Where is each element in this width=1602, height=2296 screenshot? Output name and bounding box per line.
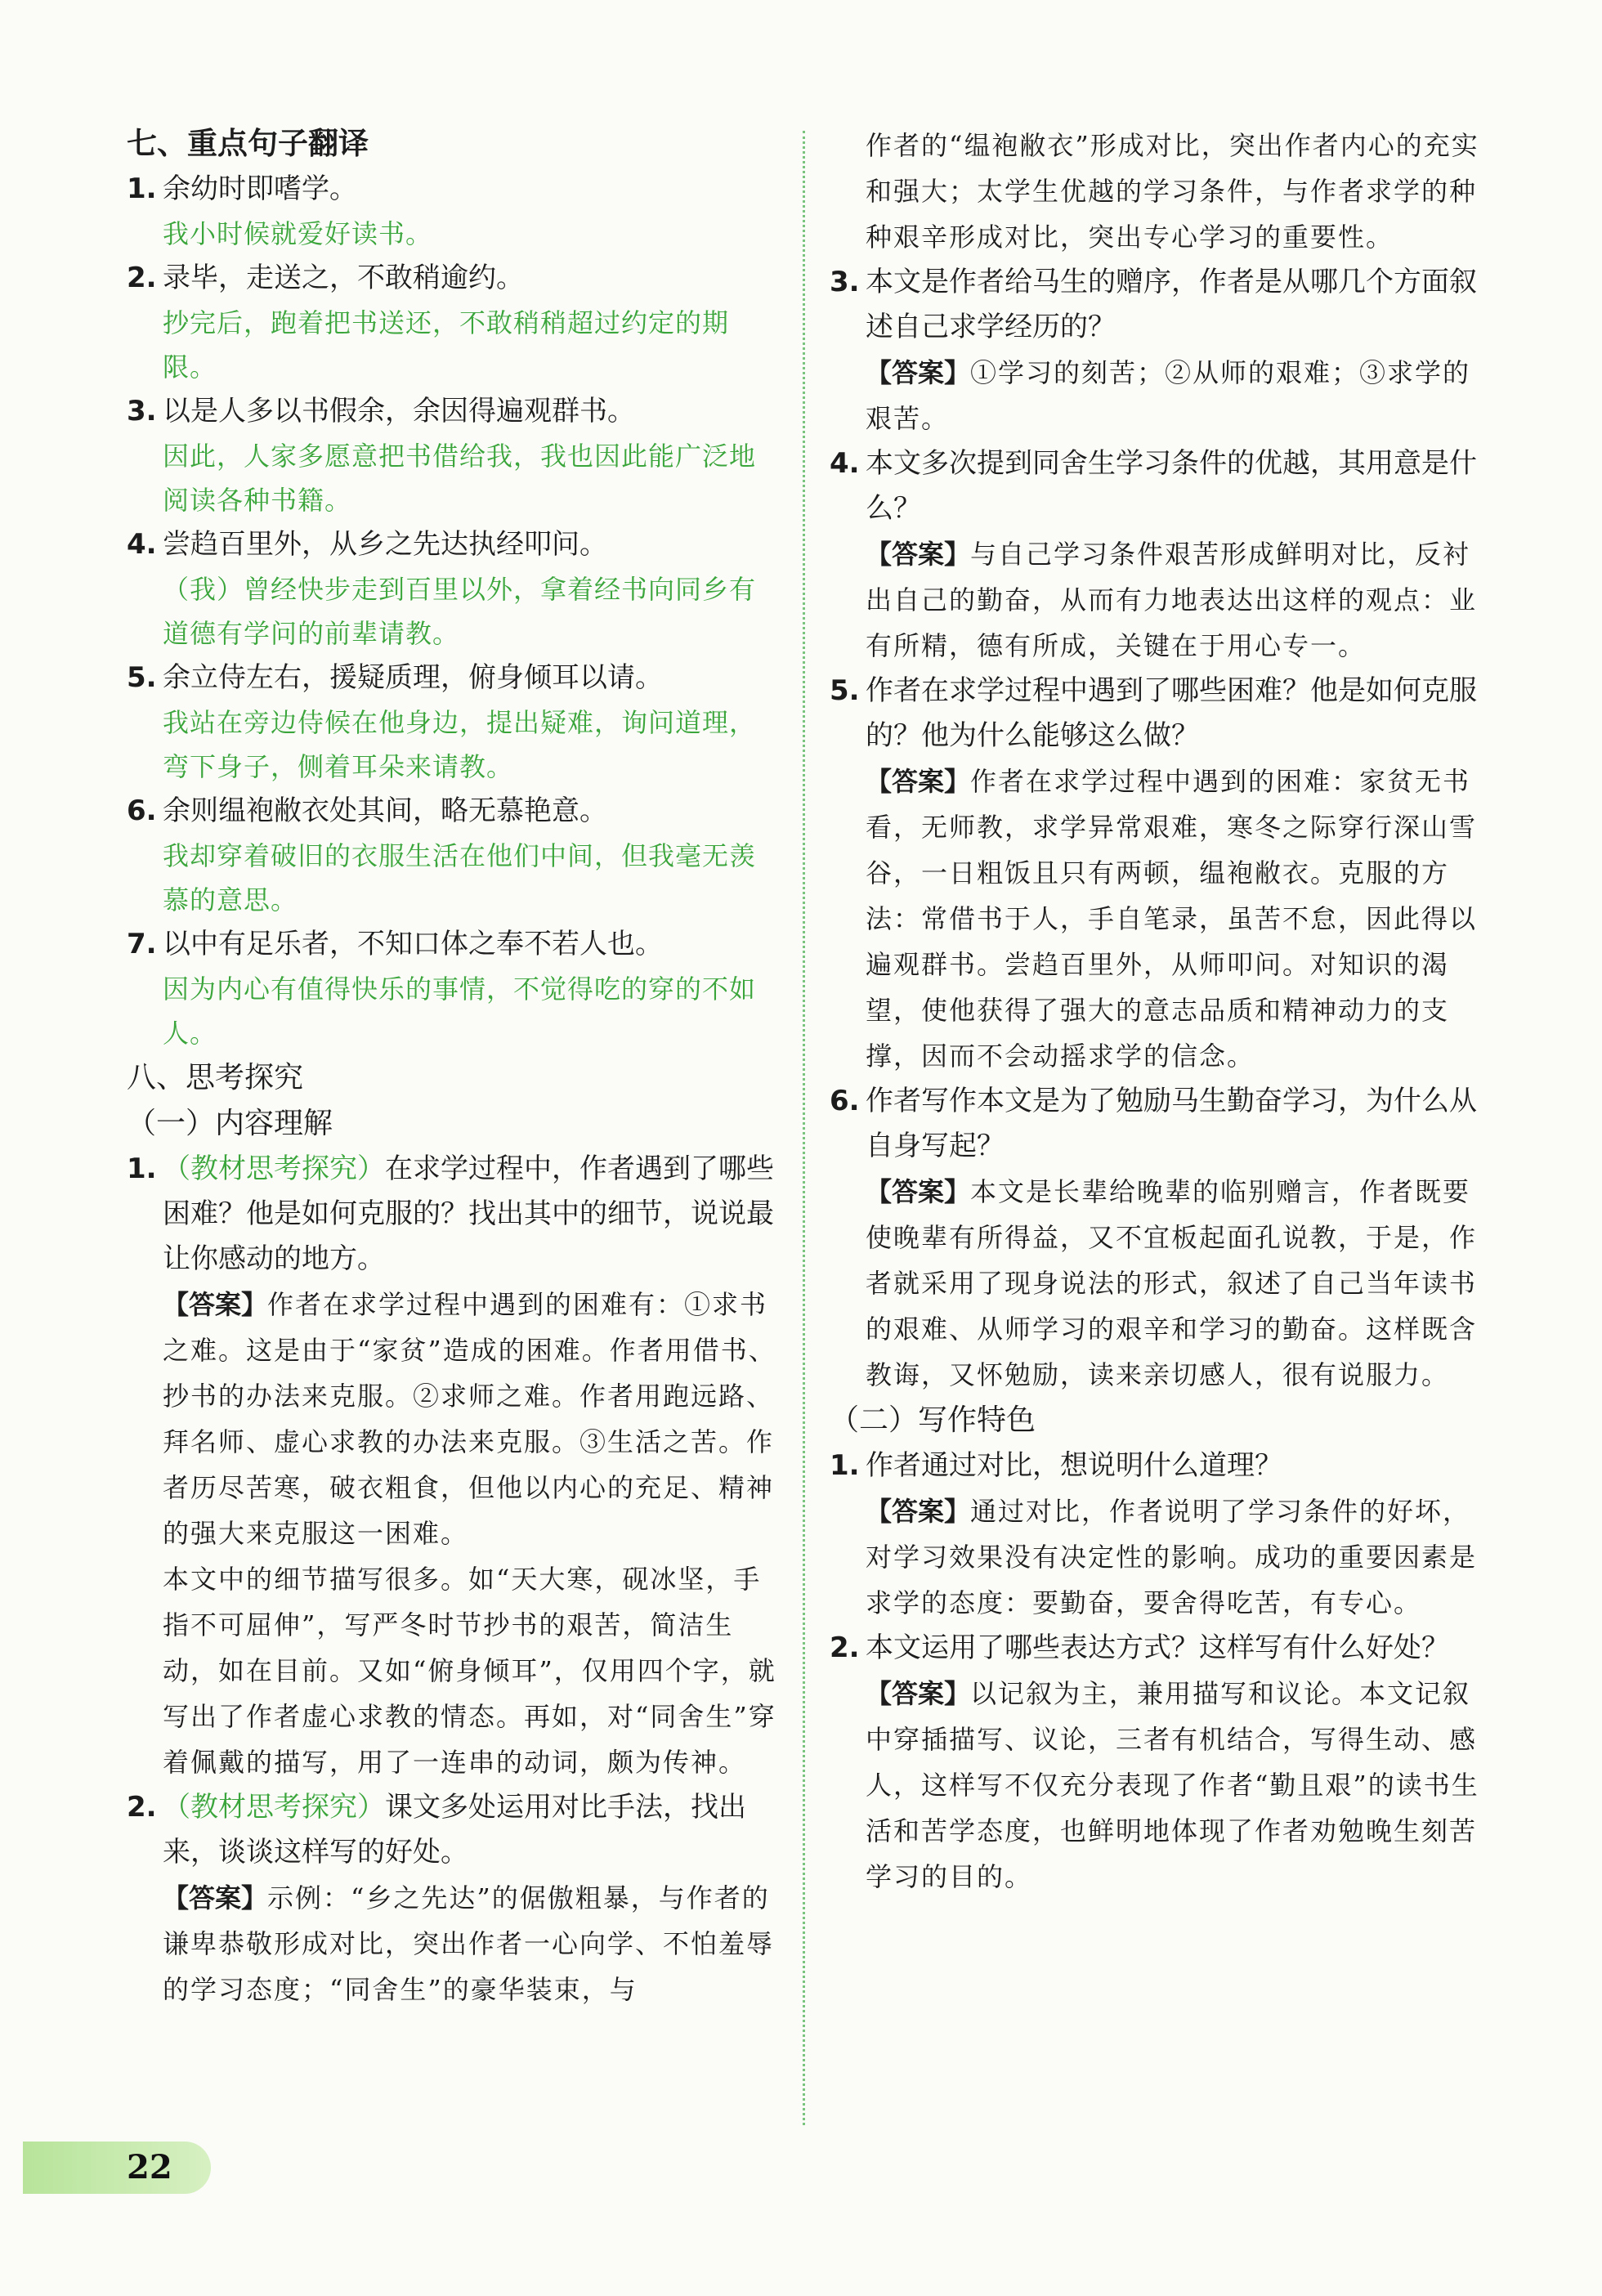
question-text: 作者在求学过程中遇到了哪些困难？他是如何克服的？他为什么能够这么做？ (866, 674, 1477, 752)
page-number: 22 (127, 2148, 172, 2186)
answer (866, 1488, 1483, 1626)
item-number: 7. (127, 928, 157, 960)
answer-continuation (830, 123, 1483, 260)
sentence-item (127, 167, 776, 256)
page-number-tab (23, 2142, 211, 2194)
answer (866, 1169, 1483, 1398)
sentence-item (127, 656, 776, 789)
translation: 我却穿着破旧的衣服生活在他们中间，但我毫无羡慕的意思。 (163, 840, 757, 915)
translation: 我小时候就爱好读书。 (163, 218, 433, 249)
classical-sentence: 余立侍左右，援疑质理，俯身倾耳以请。 (163, 661, 663, 694)
classical-sentence: 以是人多以书假余，余因得遍观群书。 (163, 395, 635, 427)
item-number: 2. (127, 1791, 157, 1824)
answer (866, 531, 1483, 669)
item-number: 1. (127, 172, 157, 205)
question-text: 本文是作者给马生的赠序，作者是从哪几个方面叙述自己求学经历的？ (866, 266, 1477, 343)
classical-sentence: 尝趋百里外，从乡之先达执经叩问。 (163, 528, 607, 561)
translation: 抄完后，跑着把书送还，不敢稍稍超过约定的期限。 (163, 307, 730, 383)
classical-sentence: 以中有足乐者，不知口体之奉不若人也。 (163, 928, 663, 960)
sentence-item (127, 256, 776, 389)
answer-label: 【答案】 (866, 357, 971, 388)
classical-sentence: 录毕，走送之，不敢稍逾约。 (163, 262, 524, 294)
item-number: 5. (830, 674, 860, 707)
item-number: 5. (127, 661, 157, 694)
question-item (830, 1443, 1483, 1626)
question-item (127, 1785, 776, 2012)
answer-text: 作者的“缊袍敝衣”形成对比，突出作者内心的充实和强大；太学生优越的学习条件，与作者求学的种种艰辛形成对比，突出专心学习的重要性。 (866, 130, 1479, 253)
answer-text: 作者在求学过程中遇到的困难：家贫无书看，无师教，求学异常艰难，寒冬之际穿行深山雪谷，一日粗饭且只有两顿，缊袍敝衣。克服的方法：常借书于人，手自笔录，虽苦不怠，因此得以遍观群书。尝趋百里外，从师叩问。对知识的渴望，使他获得了强大的意志品质和精神动力的支撑，因而不会动摇求学的信念。 (866, 766, 1478, 1072)
right-column (830, 123, 1483, 1900)
answer (163, 1282, 776, 1556)
answer (163, 1875, 776, 2012)
item-number: 3. (127, 395, 157, 427)
answer-text: ①学习的刻苦；②从师的艰难；③求学的艰苦。 (866, 357, 1471, 434)
question-text: 本文多次提到同舍生学习条件的优越，其用意是什么？ (866, 447, 1477, 525)
classical-sentence: 余则缊袍敝衣处其间，略无慕艳意。 (163, 794, 607, 827)
subsection-title-writing: （二）写作特色 (830, 1403, 1036, 1437)
left-column (127, 121, 776, 2012)
question-text (163, 1147, 776, 1282)
sentence-item (127, 789, 776, 922)
item-number: 2. (127, 262, 157, 294)
item-number: 1. (127, 1152, 157, 1185)
translation: （我）曾经快步走到百里以外，拿着经书向同乡有道德有学问的前辈请教。 (163, 574, 757, 649)
item-number: 4. (830, 447, 860, 480)
answer-label: 【答案】 (163, 1289, 268, 1320)
question-item (830, 669, 1483, 1079)
item-number: 2. (830, 1631, 860, 1664)
translation: 因为内心有值得快乐的事情，不觉得吃的穿的不如人。 (163, 973, 757, 1049)
question-item (830, 1079, 1483, 1398)
question-item (830, 260, 1483, 441)
answer-paragraph: 本文中的细节描写很多。如“天大寒，砚冰坚，手指不可屈伸”，写严冬时节抄书的艰苦，简洁生动，如在目前。又如“俯身倾耳”，仅用四个字，就写出了作者虚心求教的情态。再如，对“同舍生”穿着佩戴的描写，用了一连串的动词，颇为传神。 (163, 1564, 776, 1778)
item-number: 3. (830, 266, 860, 298)
item-number: 6. (830, 1085, 860, 1117)
answer-text: 本文是长辈给晚辈的临别赠言，作者既要使晚辈有所得益，又不宜板起面孔说教，于是，作者就采用了现身说法的形式，叙述了自己当年读书的艰难、从师学习的艰辛和学习的勤奋。这样既含教诲，又怀勉励，读来亲切感人，很有说服力。 (866, 1176, 1478, 1390)
answer-label: 【答案】 (163, 1882, 268, 1913)
question-text: 作者通过对比，想说明什么道理？ (866, 1449, 1282, 1482)
answer-label: 【答案】 (866, 1176, 971, 1207)
item-number: 1. (830, 1449, 860, 1482)
classical-sentence: 余幼时即嗜学。 (163, 172, 357, 205)
translation: 因此，人家多愿意把书借给我，我也因此能广泛地阅读各种书籍。 (163, 441, 757, 516)
question-item (830, 441, 1483, 669)
answer-label: 【答案】 (866, 539, 971, 570)
translation: 我站在旁边侍候在他身边，提出疑难，询问道理，弯下身子，侧着耳朵来请教。 (163, 707, 757, 782)
textbook-tag: （教材思考探究） (163, 1791, 385, 1824)
question-text: 作者写作本文是为了勉励马生勤奋学习，为什么从自身写起？ (866, 1085, 1477, 1162)
sentence-item (127, 389, 776, 522)
section-title-translation: 七、重点句子翻译 (127, 126, 369, 161)
answer (866, 759, 1483, 1079)
question-text: 本文运用了哪些表达方式？这样写有什么好处？ (866, 1631, 1449, 1664)
answer (866, 350, 1483, 441)
answer-text: 以记叙为主，兼用描写和议论。本文记叙中穿插描写、议论，三者有机结合，写得生动、感人，这样写不仅充分表现了作者“勤且艰”的读书生活和苦学态度，也鲜明地体现了作者劝勉晚生刻苦学习的目的。 (866, 1678, 1479, 1892)
item-number: 6. (127, 794, 157, 827)
answer-text: 示例：“乡之先达”的倨傲粗暴，与作者的谦卑恭敬形成对比，突出作者一心向学、不怕羞辱的学习态度；“同舍生”的豪华装束，与 (163, 1882, 775, 2005)
column-divider (803, 131, 805, 2125)
subsection-title-content: （一）内容理解 (127, 1107, 333, 1140)
answer-text: 通过对比，作者说明了学习条件的好坏，对学习效果没有决定性的影响。成功的重要因素是求学的态度：要勤奋，要舍得吃苦，有专心。 (866, 1496, 1478, 1618)
question-text (163, 1785, 776, 1875)
question-body: 在求学过程中，作者遇到了哪些困难？他是如何克服的？找出其中的细节，说说最让你感动的地方。 (163, 1152, 774, 1275)
question-body: 课文多处运用对比手法，找出来，谈谈这样写的好处。 (163, 1791, 746, 1869)
answer-label: 【答案】 (866, 1678, 971, 1709)
section-title-inquiry: 八、思考探究 (127, 1061, 304, 1094)
sentence-item (127, 922, 776, 1055)
item-number: 4. (127, 528, 157, 561)
question-item (127, 1147, 776, 1785)
sentence-item (127, 522, 776, 656)
textbook-tag: （教材思考探究） (163, 1152, 385, 1185)
answer-text: 与自己学习条件艰苦形成鲜明对比，反衬出自己的勤奋，从而有力地表达出这样的观点：业有所精，德有所成，关键在于用心专一。 (866, 539, 1478, 661)
answer (866, 1671, 1483, 1900)
answer-label: 【答案】 (866, 1496, 971, 1527)
answer-text: 作者在求学过程中遇到的困难有：①求书之难。这是由于“家贫”造成的困难。作者用借书、抄书的办法来克服。②求师之难。作者用跑远路、拜名师、虚心求教的办法来克服。③生活之苦。作者历尽苦寒，破衣粗食，但他以内心的充足、精神的强大来克服这一困难。 (163, 1289, 776, 1549)
question-item (830, 1626, 1483, 1900)
answer-label: 【答案】 (866, 766, 971, 797)
